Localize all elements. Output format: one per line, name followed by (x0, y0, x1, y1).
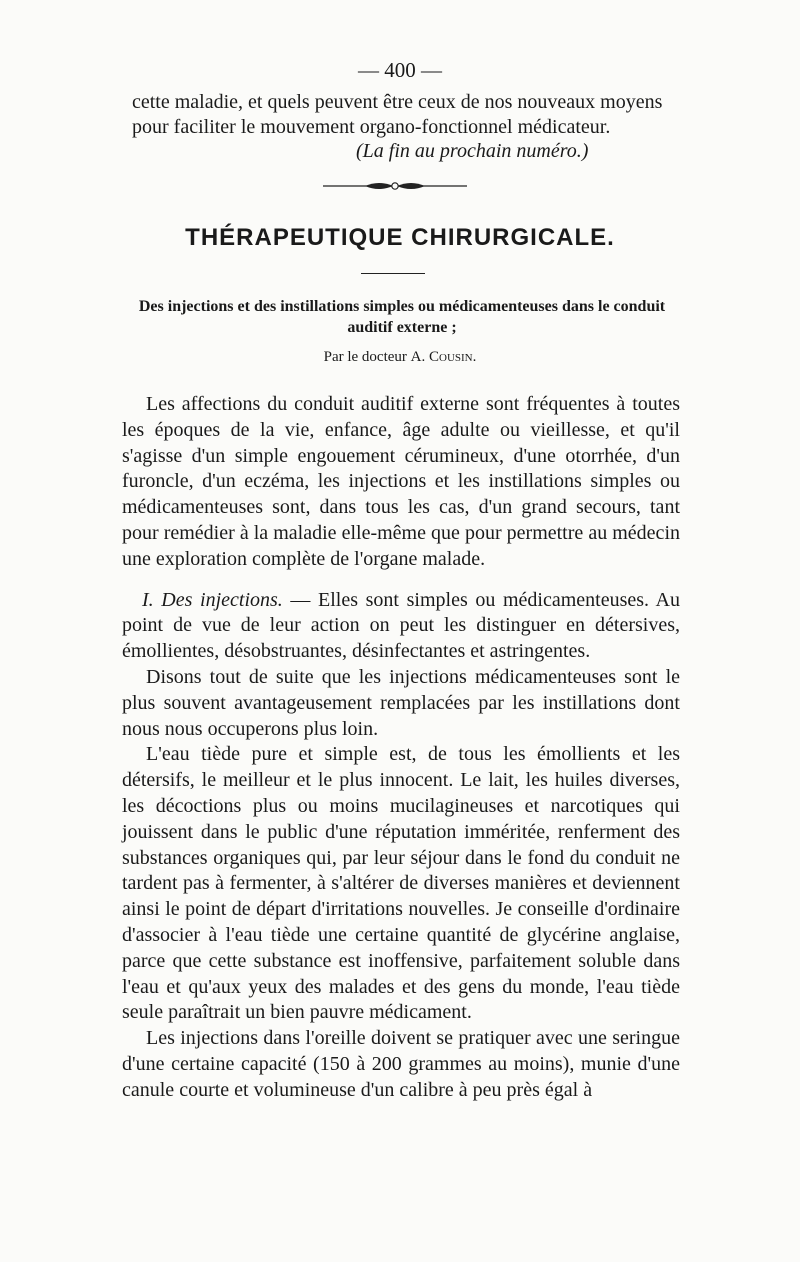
paragraph: L'eau tiède pure et simple est, de tous les émollients et les détersifs, le meilleur et le plus innocent. Le lait, les huiles diverses, les décoctions plus ou moins mucilagineuses et narcotiques qui jouissent dans le public d'une réputation imméritée, renferment des substances organiques qui, par leur séjour dans le fond du conduit ne tardent pas à fermenter, à s'altérer de diverses manières et deviennent ainsi le point de départ d'irritations nouvelles. Je conseille d'ordinaire d'associer à l'eau tiède une certaine quantité de glycérine anglaise, parce que cette substance est inoffensive, parfaitement soluble dans l'eau et qu'aux yeux des malades et des gens du monde, l'eau tiède seule paraîtrait un bien pauvre médicament. (122, 743, 680, 1024)
continuation-note: (La fin au prochain numéro.) (356, 140, 589, 162)
ornament-divider (323, 178, 467, 194)
lead-paragraph (132, 90, 680, 140)
title-rule (361, 273, 425, 274)
paragraph: Les injections dans l'oreille doivent se pratiquer avec une seringue d'une certaine capacité (150 à 200 grammes au moins), munie d'une canule courte et volumineuse d'un calibre à peu près égal à (122, 1027, 680, 1101)
paragraph: Les affections du conduit auditif externe sont fréquentes à toutes les époques de la vie, enfance, âge adulte ou vieillesse, et qu'il s'agisse d'un simple engouement cérumineux, d'une otorrhée, d'un furoncle, d'un eczéma, les injections et les instillations simples ou médicamenteuses sont, dans tous les cas, d'un grand secours, tant pour remédier à la maladie elle-même que pour permettre au médecin une exploration complète de l'organe malade. (122, 393, 680, 570)
paragraph-injections (122, 588, 680, 665)
lead-line: pour faciliter le mouvement organo-fonctionnel médicateur. (132, 116, 611, 138)
paragraph-text: — Elles sont simples ou médicamenteuses. Au point de vue de leur action on peut les distinguer en détersives, émollientes, désobstruantes, désinfectantes et astringentes. (122, 588, 680, 663)
paragraph: Disons tout de suite que les injections médicamenteuses sont le plus souvent avantageusement remplacées par les instillations dont nous nous occuperons plus loin. (122, 665, 680, 740)
lead-line: cette maladie, et quels peuvent être ceux de nos nouveaux moyens (132, 91, 663, 113)
author-name: A. Cousin. (410, 349, 477, 365)
page-number: — 400 — (358, 58, 442, 82)
byline-prefix: Par le docteur (323, 349, 407, 365)
article-body (122, 392, 680, 1104)
byline (0, 349, 800, 366)
article-title: Des injections et des instillations simples ou médicamenteuses dans le conduit auditif externe ; (138, 298, 666, 336)
section-label: I. Des injections. (142, 588, 283, 611)
section-title: THÉRAPEUTIQUE CHIRURGICALE. (185, 224, 615, 251)
